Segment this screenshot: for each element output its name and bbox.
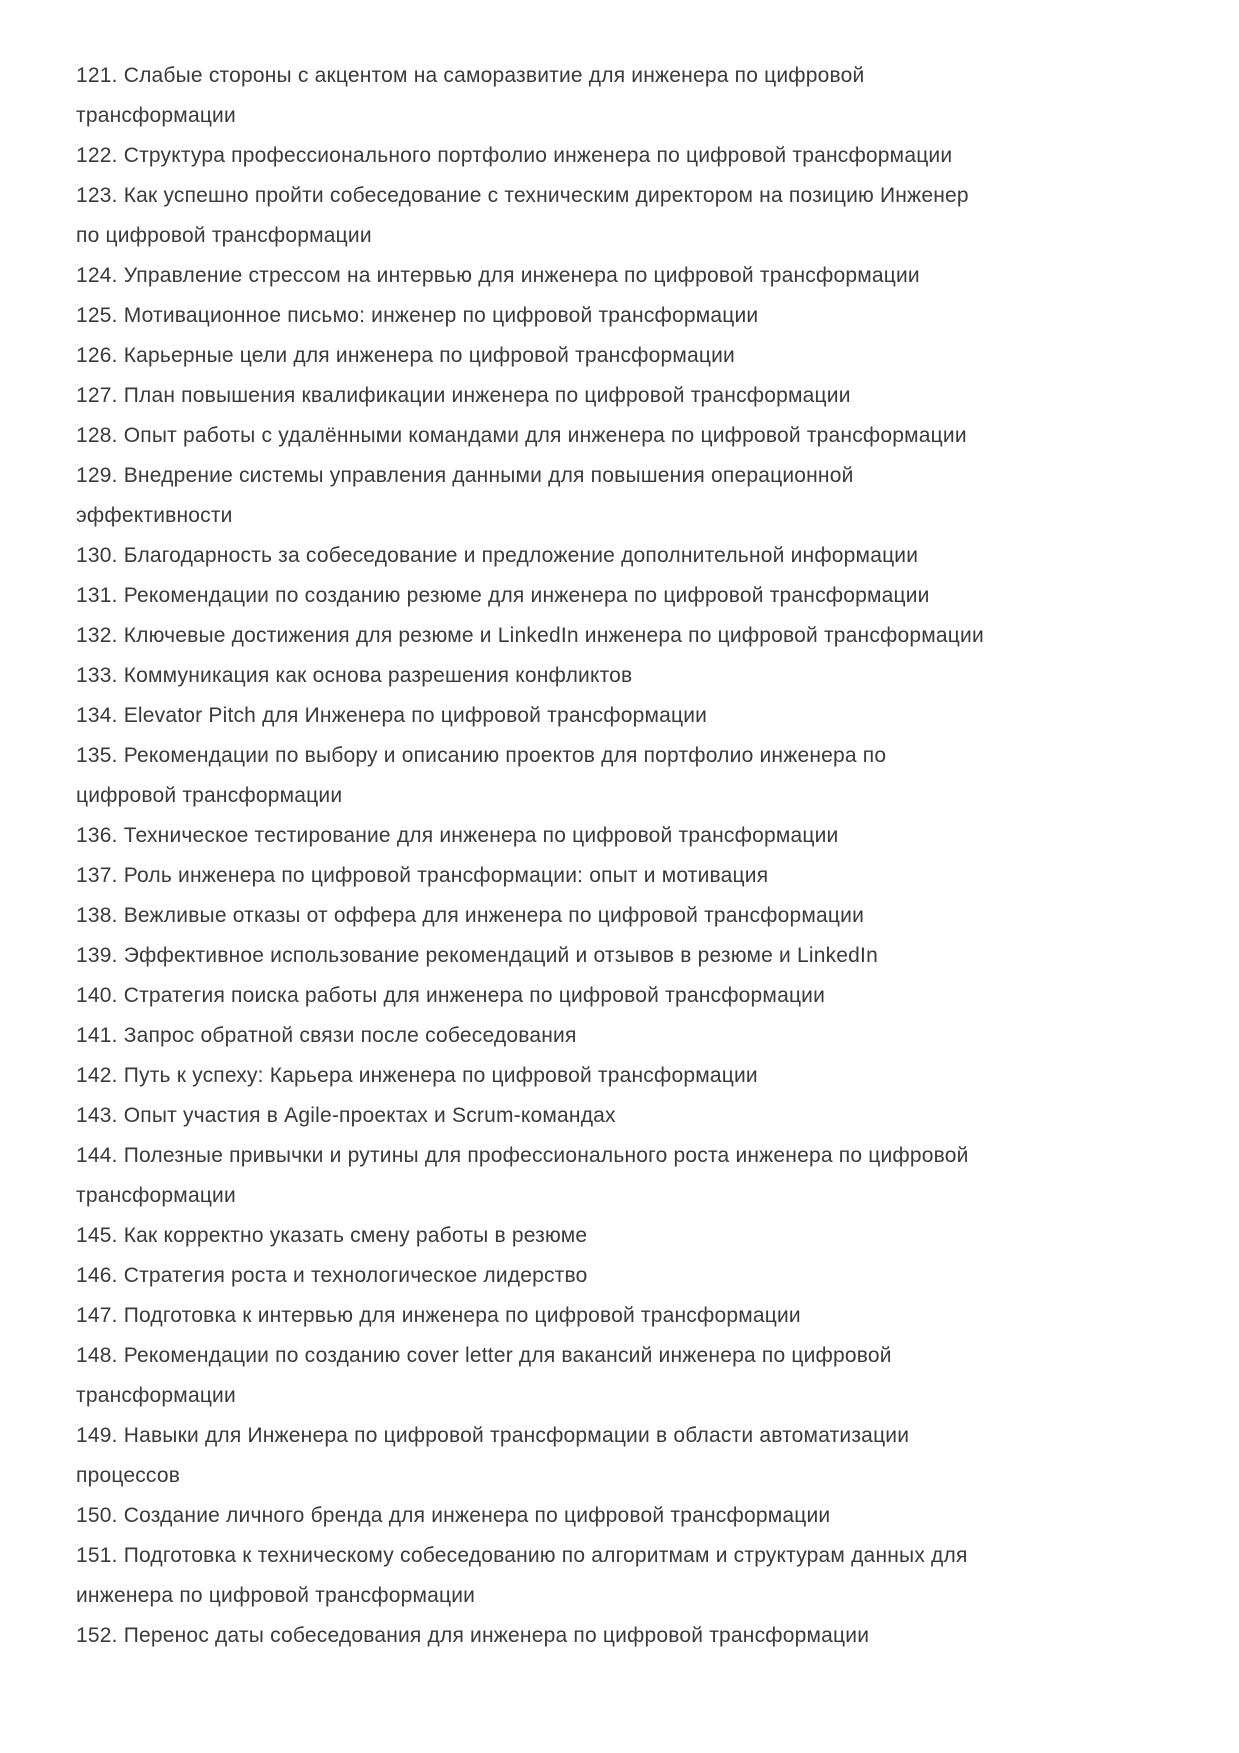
list-item — [76, 976, 1199, 1016]
list-item-line: 145. Как корректно указать смену работы в резюме — [76, 1224, 588, 1247]
list-item-line: 123. Как успешно пройти собеседование с техническим директором на позицию Инженер — [76, 184, 969, 207]
list-item — [76, 656, 1199, 696]
list-item — [76, 616, 1199, 656]
list-item-line: 152. Перенос даты собеседования для инженера по цифровой трансформации — [76, 1624, 870, 1647]
list-item-line: 128. Опыт работы с удалёнными командами для инженера по цифровой трансформации — [76, 424, 967, 447]
list-item-line: эффективности — [76, 504, 233, 527]
list-item — [76, 1616, 1199, 1656]
list-item-line: 121. Слабые стороны с акцентом на саморазвитие для инженера по цифровой — [76, 64, 865, 87]
list-item — [76, 176, 1199, 256]
list-item — [76, 1536, 1199, 1616]
list-item-line: 136. Техническое тестирование для инженера по цифровой трансформации — [76, 824, 839, 847]
list-item-line: цифровой трансформации — [76, 784, 343, 807]
list-item — [76, 1096, 1199, 1136]
list-item — [76, 416, 1199, 456]
list-item — [76, 696, 1199, 736]
list-item-line: инженера по цифровой трансформации — [76, 1584, 476, 1607]
list-item — [76, 1136, 1199, 1216]
list-item — [76, 336, 1199, 376]
list-item-line: трансформации — [76, 1384, 236, 1407]
list-item-line: 150. Создание личного бренда для инженера по цифровой трансформации — [76, 1504, 831, 1527]
list-item — [76, 816, 1199, 856]
list-item-line: 126. Карьерные цели для инженера по цифровой трансформации — [76, 344, 735, 367]
list-item — [76, 1336, 1199, 1416]
list-item-line: по цифровой трансформации — [76, 224, 372, 247]
list-item-line: 140. Стратегия поиска работы для инженера по цифровой трансформации — [76, 984, 826, 1007]
list-item-line: 134. Elevator Pitch для Инженера по цифровой трансформации — [76, 704, 708, 727]
list-item — [76, 1056, 1199, 1096]
list-item-line: 149. Навыки для Инженера по цифровой трансформации в области автоматизации — [76, 1424, 910, 1447]
list-item — [76, 56, 1199, 136]
list-item — [76, 1416, 1199, 1496]
list-item — [76, 376, 1199, 416]
list-item — [76, 1016, 1199, 1056]
list-item — [76, 896, 1199, 936]
list-item-line: 125. Мотивационное письмо: инженер по цифровой трансформации — [76, 304, 759, 327]
list-item — [76, 1296, 1199, 1336]
list-item-line: 137. Роль инженера по цифровой трансформации: опыт и мотивация — [76, 864, 769, 887]
list-item — [76, 1496, 1199, 1536]
list-item — [76, 136, 1199, 176]
list-item — [76, 1216, 1199, 1256]
list-item-line: 124. Управление стрессом на интервью для инженера по цифровой трансформации — [76, 264, 920, 287]
list-item — [76, 256, 1199, 296]
list-item — [76, 536, 1199, 576]
topic-list — [76, 56, 1199, 1656]
list-item — [76, 576, 1199, 616]
list-item — [76, 856, 1199, 896]
list-item-line: 148. Рекомендации по созданию cover letter для вакансий инженера по цифровой — [76, 1344, 892, 1367]
list-item-line: 146. Стратегия роста и технологическое лидерство — [76, 1264, 588, 1287]
list-item-line: 147. Подготовка к интервью для инженера по цифровой трансформации — [76, 1304, 801, 1327]
list-item — [76, 1256, 1199, 1296]
list-item-line: 143. Опыт участия в Agile-проектах и Scrum-командах — [76, 1104, 616, 1127]
list-item-line: 129. Внедрение системы управления данными для повышения операционной — [76, 464, 854, 487]
list-item-line: 139. Эффективное использование рекомендаций и отзывов в резюме и LinkedIn — [76, 944, 878, 967]
list-item — [76, 736, 1199, 816]
list-item-line: 127. План повышения квалификации инженера по цифровой трансформации — [76, 384, 851, 407]
list-item — [76, 936, 1199, 976]
list-item-line: 144. Полезные привычки и рутины для профессионального роста инженера по цифровой — [76, 1144, 969, 1167]
list-item — [76, 296, 1199, 336]
list-item-line: 133. Коммуникация как основа разрешения конфликтов — [76, 664, 633, 687]
list-item-line: 135. Рекомендации по выбору и описанию проектов для портфолио инженера по — [76, 744, 887, 767]
list-item-line: 132. Ключевые достижения для резюме и LinkedIn инженера по цифровой трансформации — [76, 624, 984, 647]
list-item-line: 151. Подготовка к техническому собеседованию по алгоритмам и структурам данных для — [76, 1544, 968, 1567]
list-item-line: 131. Рекомендации по созданию резюме для инженера по цифровой трансформации — [76, 584, 930, 607]
list-item-line: 141. Запрос обратной связи после собеседования — [76, 1024, 577, 1047]
list-item-line: трансформации — [76, 1184, 236, 1207]
list-item-line: 130. Благодарность за собеседование и предложение дополнительной информации — [76, 544, 919, 567]
list-item-line: 122. Структура профессионального портфолио инженера по цифровой трансформации — [76, 144, 953, 167]
list-item-line: 138. Вежливые отказы от оффера для инженера по цифровой трансформации — [76, 904, 865, 927]
list-item-line: 142. Путь к успеху: Карьера инженера по цифровой трансформации — [76, 1064, 758, 1087]
list-item-line: процессов — [76, 1464, 181, 1487]
list-item — [76, 456, 1199, 536]
list-item-line: трансформации — [76, 104, 236, 127]
